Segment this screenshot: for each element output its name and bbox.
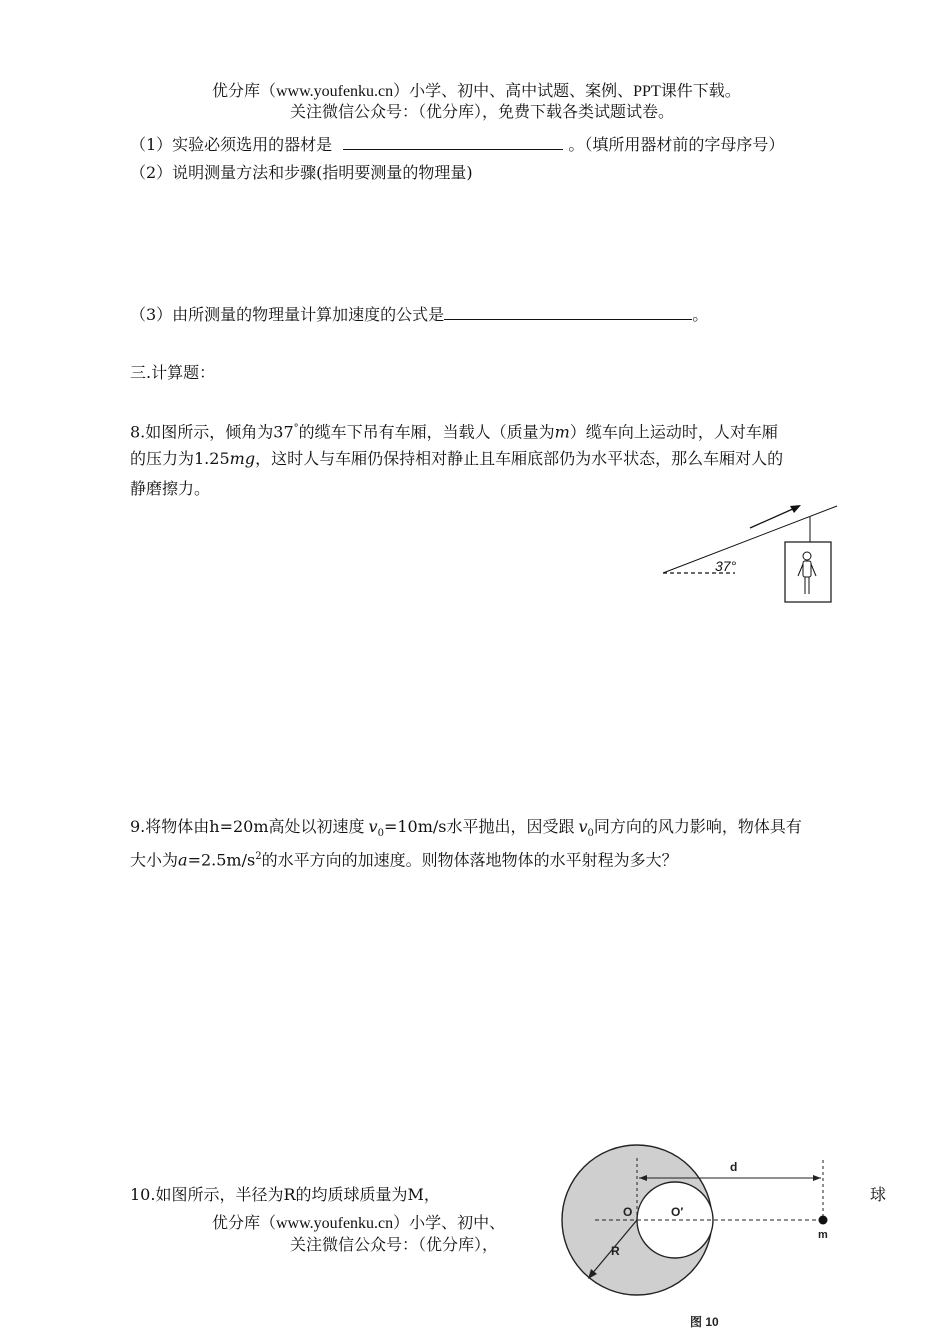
center-o-prime-label: O′: [671, 1205, 684, 1219]
question-2: （2）说明测量方法和步骤(指明要测量的物理量): [130, 163, 473, 182]
question-3-suffix: 。: [692, 305, 709, 324]
q10-text: 10.如图所示，半径为R的均质球质量为M，: [130, 1185, 440, 1204]
q9-velocity-symbol-2: v: [578, 817, 588, 836]
header-line-1: 优分库（www.youfenku.cn）小学、初中、高中试题、案例、PPT课件下载。: [212, 83, 741, 100]
q9-text-d: 大小为: [130, 850, 179, 870]
point-mass-label: m: [818, 1229, 828, 1241]
q9-sub-zero-2: 0: [587, 828, 594, 840]
q8-line-1: [130, 415, 900, 446]
footer-line-2: 关注微信公众号：（优分库），: [290, 1237, 499, 1254]
answer-blank-1[interactable]: [343, 131, 563, 150]
q9-text-f: 的水平方向的加速度。则物体落地物体的水平射程为多大？: [261, 850, 678, 870]
cable-car-figure: [655, 500, 845, 610]
q9-acceleration-symbol: a: [178, 850, 188, 870]
q9-line-2: [130, 843, 900, 874]
distance-label: d: [730, 1160, 738, 1174]
angle-label: 37°: [715, 558, 737, 574]
q8-text-c: ）缆车向上运动时，人对车厢: [569, 422, 778, 442]
q8-mass-symbol: m: [554, 422, 570, 442]
sphere-figure: [555, 1140, 855, 1340]
section-3-title: 三.计算题：: [130, 363, 216, 382]
header-line-2: 关注微信公众号：（优分库），免费下载各类试题试卷。: [290, 104, 675, 121]
q8-degree: °: [293, 423, 299, 434]
question-3-prefix: （3）由所测量的物理量计算加速度的公式是: [130, 305, 445, 324]
q8-text-a: 8.如图所示，倾角为37: [130, 422, 294, 442]
center-o-label: O: [623, 1205, 633, 1219]
q9-sub-zero: 0: [377, 828, 384, 840]
q9-text-c: 同方向的风力影响，物体具有: [593, 817, 802, 836]
answer-blank-3[interactable]: [444, 301, 692, 320]
person-icon: [798, 552, 816, 594]
q8-text-d: 的压力为1.25: [130, 449, 230, 468]
q10-tail: 球: [870, 1185, 887, 1204]
question-3: [130, 301, 900, 329]
q9-text-b: =10m/s水平抛出，因受跟: [383, 817, 575, 836]
radius-label: R: [611, 1244, 620, 1258]
point-mass: [819, 1216, 828, 1225]
question-1: [130, 131, 900, 159]
q9-text-a: 9.将物体由h=20m高处以初速度: [130, 817, 365, 836]
q9-squared: 2: [255, 851, 262, 862]
q8-text-e: ，这时人与车厢仍保持相对静止且车厢底部仍为水平状态，那么车厢对人的: [255, 449, 784, 468]
q9-velocity-symbol: v: [368, 817, 378, 836]
q8-mg-symbol: mg: [229, 449, 256, 468]
q8-text-b: 的缆车下吊有车厢，当载人（质量为: [298, 422, 555, 442]
q9-text-e: =2.5m/s: [187, 850, 256, 870]
question-1-prefix: （1）实验必须选用的器材是: [130, 135, 333, 154]
cabin-box: [785, 542, 831, 602]
q8-line-2: [130, 445, 900, 473]
footer-line-1: 优分库（www.youfenku.cn）小学、初中、: [212, 1215, 506, 1232]
question-1-suffix: 。（填所用器材前的字母序号）: [568, 135, 785, 154]
figure-caption: 图 10: [690, 1315, 719, 1329]
distance-arrow-head-right: [813, 1175, 821, 1181]
q8-line-3: 静磨擦力。: [130, 479, 211, 498]
